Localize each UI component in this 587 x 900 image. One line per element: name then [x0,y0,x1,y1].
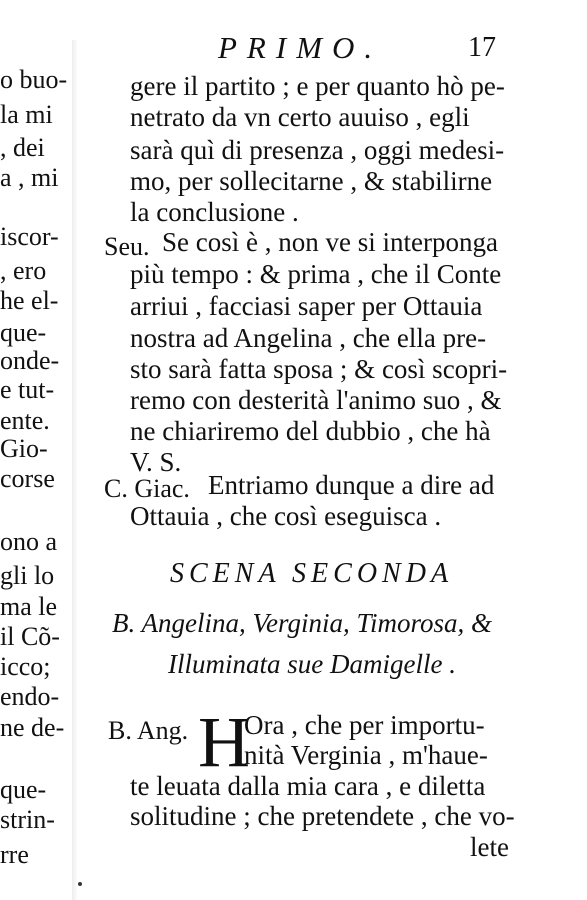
text-line: mo, per sollecitarne , & stabilirne [130,166,493,196]
left-page-gutter [0,0,70,900]
speaker-label: Seu. [104,232,150,261]
gutter-fragment: Gio- [0,434,48,463]
speaker-label: C. Giac. [104,474,190,503]
page-speck [78,882,82,886]
gutter-fragment: corse [0,464,55,493]
page-fold-shadow [72,40,78,900]
gutter-fragment: strin- [0,805,55,834]
gutter-fragment: que- [0,318,47,347]
gutter-fragment: a , mi [0,163,59,192]
gutter-fragment: ma le [0,592,58,621]
text-line: Se così è , non ve si interponga [162,227,498,257]
text-line: gere il partito ; e per quanto hò pe- [130,71,505,101]
text-line: Ottauia , che così eseguisca . [130,501,442,531]
gutter-fragment: rre [0,840,29,869]
text-line: più tempo : & prima , che il Conte [130,259,502,289]
text-line: lete [470,832,509,862]
text-line: te leuata dalla mia cara , e diletta [130,771,486,801]
gutter-fragment: , dei [0,133,45,162]
text-line: sto sarà fatta sposa ; & così scopri- [130,354,508,384]
text-line: Entriamo dunque a dire ad [208,470,495,500]
gutter-fragment: endo- [0,682,60,711]
gutter-fragment: gli lo [0,561,55,590]
text-line: V. S. [130,447,182,477]
gutter-fragment: il Cõ- [0,622,60,651]
gutter-fragment: iscor- [0,222,59,251]
cast-list: B. Angelina, Verginia, Timorosa, & [112,608,493,638]
page-number: 17 [468,32,496,63]
gutter-fragment: o buo- [0,65,68,94]
text-line: netrato da vn certo auuiso , egli [130,102,470,132]
text-line: arriui , facciasi saper per Ottauia [130,291,483,321]
text-line: ne chiariremo del dubbio , che hà [130,416,491,446]
text-line: sarà quì di presenza , oggi medesi- [130,135,505,165]
cast-list: Illuminata sue Damigelle . [168,649,456,679]
gutter-fragment: ne de- [0,713,65,742]
gutter-fragment: e tut- [0,375,55,404]
gutter-fragment: ente. [0,406,50,435]
gutter-fragment: he el- [0,286,59,315]
text-line: la conclusione . [130,197,299,227]
text-line: Ora , che per importu- [244,710,485,740]
scene-title: SCENA SECONDA [170,558,454,589]
speaker-label: B. Ang. [108,716,189,745]
gutter-fragment: onde- [0,346,60,375]
gutter-fragment: , ero [0,256,47,285]
text-line: solitudine ; che pretendete , che vo- [130,801,515,831]
drop-capital: H [198,702,250,782]
text-line: nità Verginia , m'haue- [244,740,488,770]
text-line: remo con desterità l'animo suo , & [130,385,502,415]
gutter-fragment: la mi [0,100,53,129]
gutter-fragment: ono a [0,527,58,556]
running-title: PRIMO. [218,30,383,65]
text-line: nostra ad Angelina , che ella pre- [130,323,487,353]
gutter-fragment: icco; [0,652,51,681]
gutter-fragment: que- [0,775,47,804]
